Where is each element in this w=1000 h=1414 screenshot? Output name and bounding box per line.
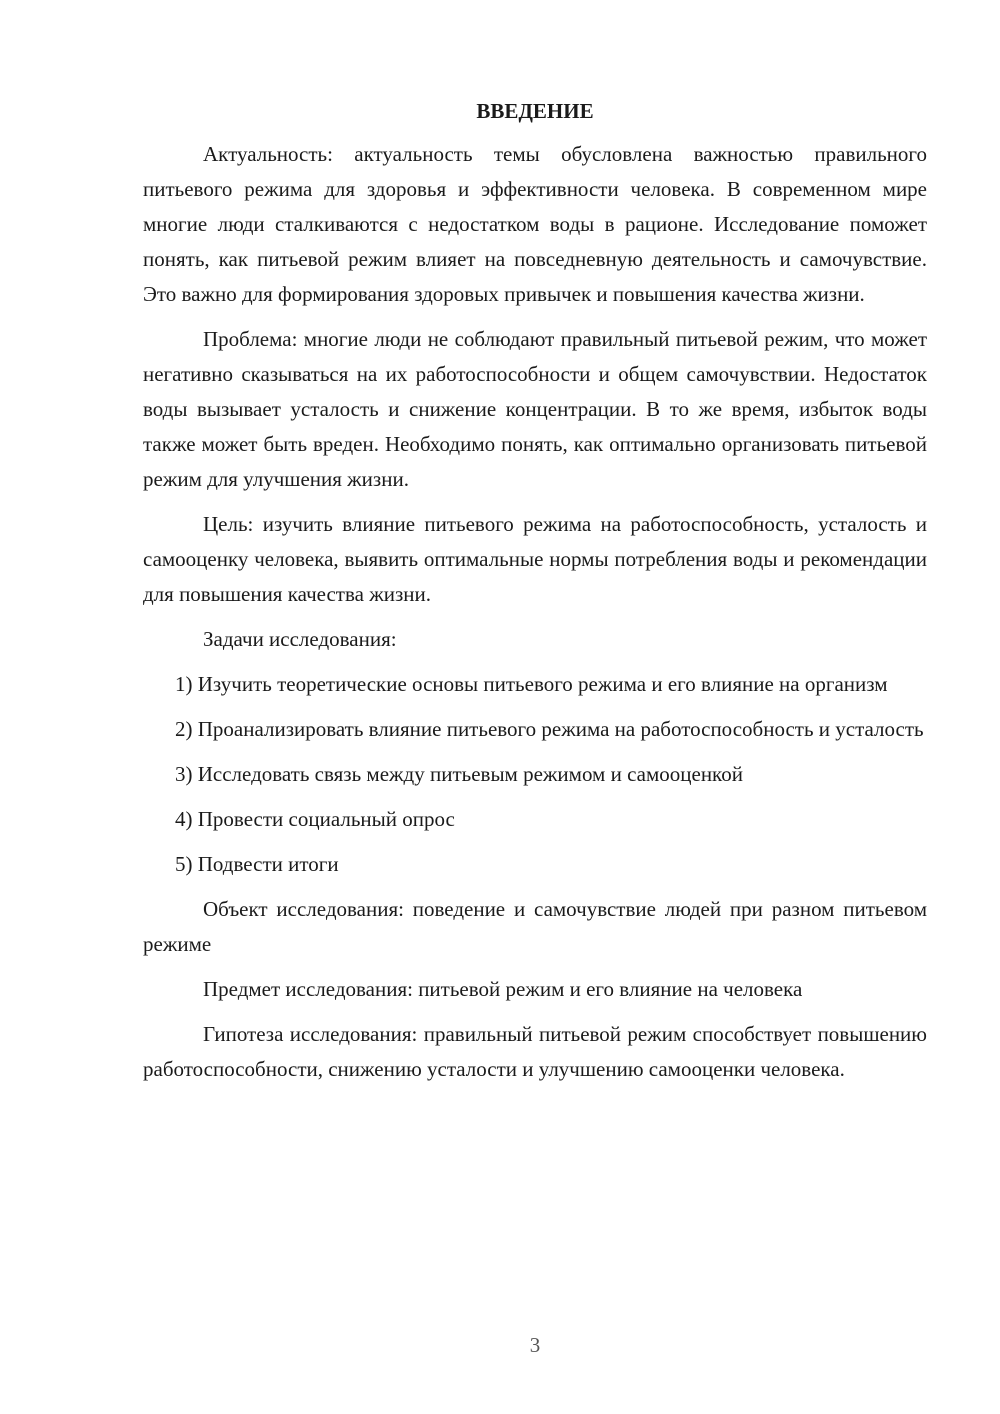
task-item-2: 2) Проанализировать влияние питьевого режима на работоспособность и усталость xyxy=(175,717,924,741)
tasks-heading: Задачи исследования: xyxy=(203,627,397,651)
problem-paragraph: Проблема: многие люди не соблюдают правильный питьевой режим, что может негативно сказываться на их работоспособности и общем самочувствии. Недостаток воды вызывает усталость и снижение концентрации. В то же время, избыток воды также может быть вреден. Необходимо понять, как оптимально организовать питьевой режим для улучшения жизни. xyxy=(143,327,927,491)
page-number: 3 xyxy=(529,1333,541,1357)
subject-paragraph: Предмет исследования: питьевой режим и его влияние на человека xyxy=(203,977,803,1001)
task-item-4: 4) Провести социальный опрос xyxy=(175,807,455,831)
hypothesis-paragraph: Гипотеза исследования: правильный питьевой режим способствует повышению работоспособности, снижению усталости и улучшению самооценки человека. xyxy=(143,1022,927,1081)
task-item-5: 5) Подвести итоги xyxy=(175,852,339,876)
relevance-paragraph: Актуальность: актуальность темы обусловлена важностью правильного питьевого режима для здоровья и эффективности человека. В современном мире многие люди сталкиваются с недостатком воды в рационе. Исследование поможет понять, как питьевой режим влияет на повседневную деятельность и самочувствие. Это важно для формирования здоровых привычек и повышения качества жизни. xyxy=(143,142,927,306)
document-page xyxy=(143,96,927,1097)
task-item-3: 3) Исследовать связь между питьевым режимом и самооценкой xyxy=(175,762,743,786)
object-paragraph: Объект исследования: поведение и самочувствие людей при разном питьевом режиме xyxy=(143,897,927,956)
page-title: ВВЕДЕНИЕ xyxy=(476,99,594,123)
task-item-1: 1) Изучить теоретические основы питьевого режима и его влияние на организм xyxy=(175,672,888,696)
goal-paragraph: Цель: изучить влияние питьевого режима на работоспособность, усталость и самооценку человека, выявить оптимальные нормы потребления воды и рекомендации для повышения качества жизни. xyxy=(143,512,927,606)
